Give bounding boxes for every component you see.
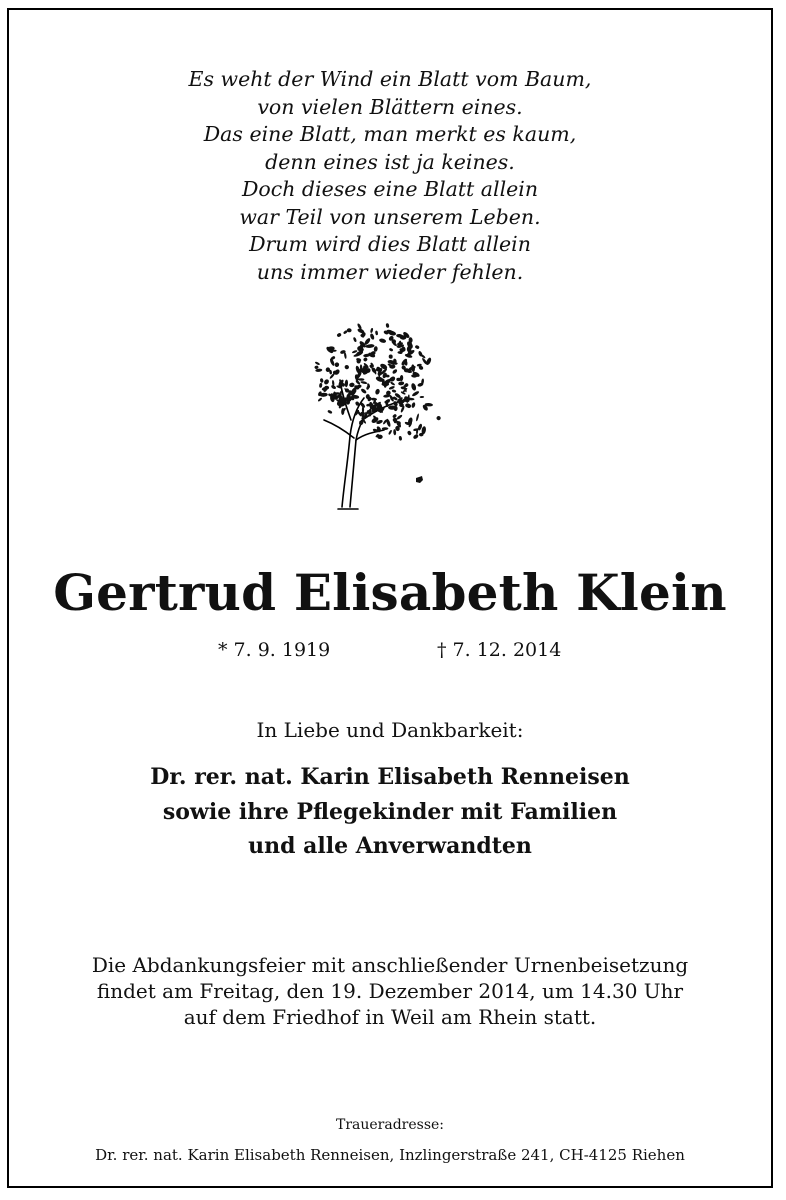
- leaf-shape: [388, 406, 396, 410]
- leaf-shape: [398, 436, 402, 441]
- leaf-shape: [375, 330, 378, 335]
- leaf-shape: [375, 388, 381, 395]
- leaf-shape: [411, 402, 416, 408]
- leaf-shape: [371, 398, 377, 401]
- birth-date: * 7. 9. 1919: [218, 639, 331, 661]
- poem-line: Doch dieses eine Blatt allein: [241, 177, 539, 201]
- leaf-shape: [344, 364, 350, 370]
- leaf-shape: [315, 361, 321, 365]
- leaf-shape: [412, 433, 419, 439]
- leaf-shape: [382, 427, 389, 430]
- leaf-shape: [369, 333, 375, 340]
- leaf-shape: [420, 396, 424, 398]
- leaf-shape: [336, 332, 342, 337]
- leaf-shape: [389, 354, 393, 358]
- leaf-shape: [388, 385, 395, 390]
- poem-line: uns immer wieder fehlen.: [256, 259, 524, 284]
- service-line: Die Abdankungsfeier mit anschließender Urnenbeisetzung: [91, 953, 689, 977]
- service-notice: [9, 952, 771, 1030]
- leaf-shape: [315, 368, 322, 372]
- address-label: Traueradresse:: [335, 1117, 445, 1133]
- leaf-shape: [370, 328, 374, 333]
- leaf-shape: [327, 410, 333, 415]
- leaf-shape: [390, 381, 396, 386]
- service-line: auf dem Friedhof in Weil am Rhein statt.: [183, 1005, 597, 1029]
- leaf-shape: [360, 388, 367, 395]
- leaf-shape: [320, 378, 324, 383]
- deceased-name: Gertrud Elisabeth Klein: [53, 563, 727, 622]
- leaf-shape: [347, 328, 352, 332]
- mourner-line: und alle Anverwandten: [248, 833, 532, 859]
- poem-line: war Teil von unserem Leben.: [239, 204, 541, 229]
- leaf-shape: [391, 389, 396, 393]
- leaf-shape: [411, 390, 419, 397]
- mourning-address: Dr. rer. nat. Karin Elisabeth Renneisen, Inzlingerstraße 241, CH-4125 Riehen: [95, 1146, 685, 1164]
- tree-icon: [304, 310, 454, 510]
- leaf-shape: [314, 365, 319, 369]
- leaf-shape: [388, 429, 393, 435]
- poem-line: Drum wird dies Blatt allein: [249, 232, 531, 256]
- leaf-shape: [334, 362, 340, 368]
- leaf-shape: [319, 383, 323, 388]
- leaf-shape: [415, 413, 419, 421]
- mourner-line: sowie ihre Pflegekinder mit Familien: [162, 798, 618, 825]
- poem-line: denn eines ist ja keines.: [265, 149, 515, 174]
- leaf-shape: [436, 416, 441, 421]
- mourners-list: [9, 760, 771, 864]
- leaf-shape: [358, 378, 364, 381]
- poem-line: Das eine Blatt, man merkt es kaum,: [203, 122, 577, 146]
- service-line: findet am Freitag, den 19. Dezember 2014, um 14.30 Uhr: [96, 979, 684, 1003]
- mourner-line: Dr. rer. nat. Karin Elisabeth Renneisen: [150, 764, 630, 790]
- poem: [9, 66, 771, 286]
- leaf-shape: [373, 346, 378, 352]
- mourners-intro: In Liebe und Dankbarkeit:: [256, 718, 524, 742]
- leaf-shape: [363, 357, 368, 362]
- poem-line: von vielen Blättern eines.: [257, 94, 523, 119]
- death-date: † 7. 12. 2014: [437, 639, 562, 661]
- leaf-shape: [389, 348, 394, 352]
- leaf-shape: [345, 380, 349, 388]
- leaf-shape: [398, 381, 404, 386]
- leaf-shape: [407, 430, 412, 436]
- leaf-shape: [415, 345, 420, 350]
- obituary-notice: [7, 8, 773, 1188]
- leaf-shape: [317, 397, 322, 402]
- leaf-shape: [353, 337, 357, 343]
- leaf-shape: [410, 383, 416, 392]
- poem-line: Es weht der Wind ein Blatt vom Baum,: [188, 67, 592, 91]
- leaf-shape: [392, 368, 398, 374]
- leaf-shape: [323, 378, 330, 385]
- leaf-shape: [349, 382, 355, 387]
- leaf-shape: [385, 323, 389, 328]
- leaf-shape: [360, 381, 367, 385]
- leaf-shape: [379, 338, 387, 344]
